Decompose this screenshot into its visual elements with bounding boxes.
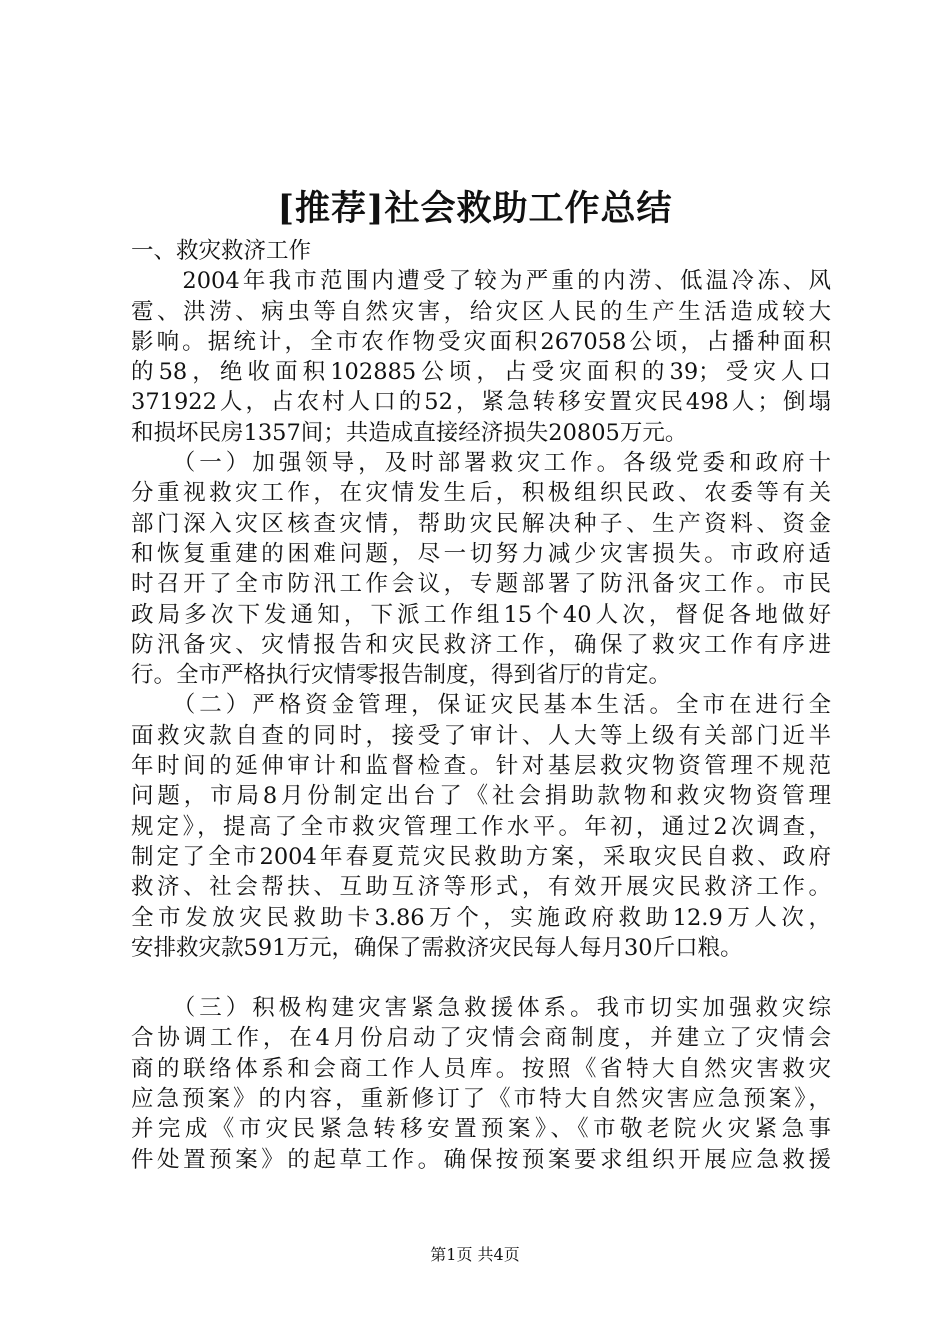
text-line: 年时间的延伸审计和监督检查。针对基层救灾物资管理不规范 <box>131 753 831 780</box>
text-line: 分重视救灾工作，在灾情发生后，积极组织民政、农委等有关 <box>131 480 831 507</box>
text-line: 问题，市局8月份制定出台了《社会捐助款物和救灾物资管理 <box>131 783 831 810</box>
text-line: 时召开了全市防汛工作会议，专题部署了防汛备灾工作。市民 <box>131 571 831 598</box>
text-line: 件处置预案》的起草工作。确保按预案要求组织开展应急救援 <box>131 1146 831 1173</box>
text-line: 的58，绝收面积102885公顷，占受灾面积的39；受灾人口 <box>131 359 831 386</box>
text-line: 雹、洪涝、病虫等自然灾害，给灾区人民的生产生活造成较大 <box>131 298 831 325</box>
page-footer: 第1页 共4页 <box>430 1245 520 1264</box>
text-line: 影响。据统计，全市农作物受灾面积267058公顷，占播种面积 <box>131 328 831 355</box>
text-line: 2004年我市范围内遭受了较为严重的内涝、低温冷冻、风 <box>131 268 831 295</box>
text-line: （二）严格资金管理，保证灾民基本生活。全市在进行全 <box>131 692 831 719</box>
text-line: 371922人，占农村人口的52，紧急转移安置灾民498人；倒塌 <box>131 389 831 416</box>
text-line: （三）积极构建灾害紧急救援体系。我市切实加强救灾综 <box>131 995 831 1022</box>
document-body <box>131 236 831 1175</box>
paragraph-spacer <box>131 963 831 993</box>
text-line: 制定了全市2004年春夏荒灾民救助方案，采取灾民自救、政府 <box>131 843 831 870</box>
text-line: 救济、社会帮扶、互助互济等形式，有效开展灾民救济工作。 <box>131 874 831 901</box>
text-line: 和恢复重建的困难问题，尽一切努力减少灾害损失。市政府适 <box>131 540 831 567</box>
text-line: 政局多次下发通知，下派工作组15个40人次，督促各地做好 <box>131 601 831 628</box>
text-line: 和损坏民房1357间；共造成直接经济损失20805万元。 <box>131 419 688 446</box>
paragraph-leadership <box>131 448 831 690</box>
text-line: 安排救灾款591万元，确保了需救济灾民每人每月30斤口粮。 <box>131 934 743 961</box>
text-line: 应急预案》的内容，重新修订了《市特大自然灾害应急预案》， <box>131 1086 831 1113</box>
document-title: [推荐]社会救助工作总结 <box>277 188 673 229</box>
text-line: 商的联络体系和会商工作人员库。按照《省特大自然灾害救灾 <box>131 1055 831 1082</box>
text-line: 并完成《市灾民紧急转移安置预案》、《市敬老院火灾紧急事 <box>131 1116 831 1143</box>
paragraph-emergency-rescue <box>131 993 831 1175</box>
section-heading: 一、救灾救济工作 <box>131 238 312 264</box>
paragraph-disaster-overview <box>131 266 831 448</box>
text-line: 防汛备灾、灾情报告和灾民救济工作，确保了救灾工作有序进 <box>131 631 831 658</box>
paragraph-funds-management <box>131 690 831 963</box>
text-line: 面救灾款自查的同时，接受了审计、人大等上级有关部门近半 <box>131 722 831 749</box>
text-line: 部门深入灾区核查灾情，帮助灾民解决种子、生产资料、资金 <box>131 510 831 537</box>
text-line: 行。全市严格执行灾情零报告制度，得到省厅的肯定。 <box>131 662 672 689</box>
text-line: 规定》，提高了全市救灾管理工作水平。年初，通过2次调查， <box>131 813 831 840</box>
text-line: 全市发放灾民救助卡3.86万个，实施政府救助12.9万人次， <box>131 904 831 931</box>
text-line: 合协调工作，在4月份启动了灾情会商制度，并建立了灾情会 <box>131 1025 831 1052</box>
text-line: （一）加强领导，及时部署救灾工作。各级党委和政府十 <box>131 450 831 477</box>
